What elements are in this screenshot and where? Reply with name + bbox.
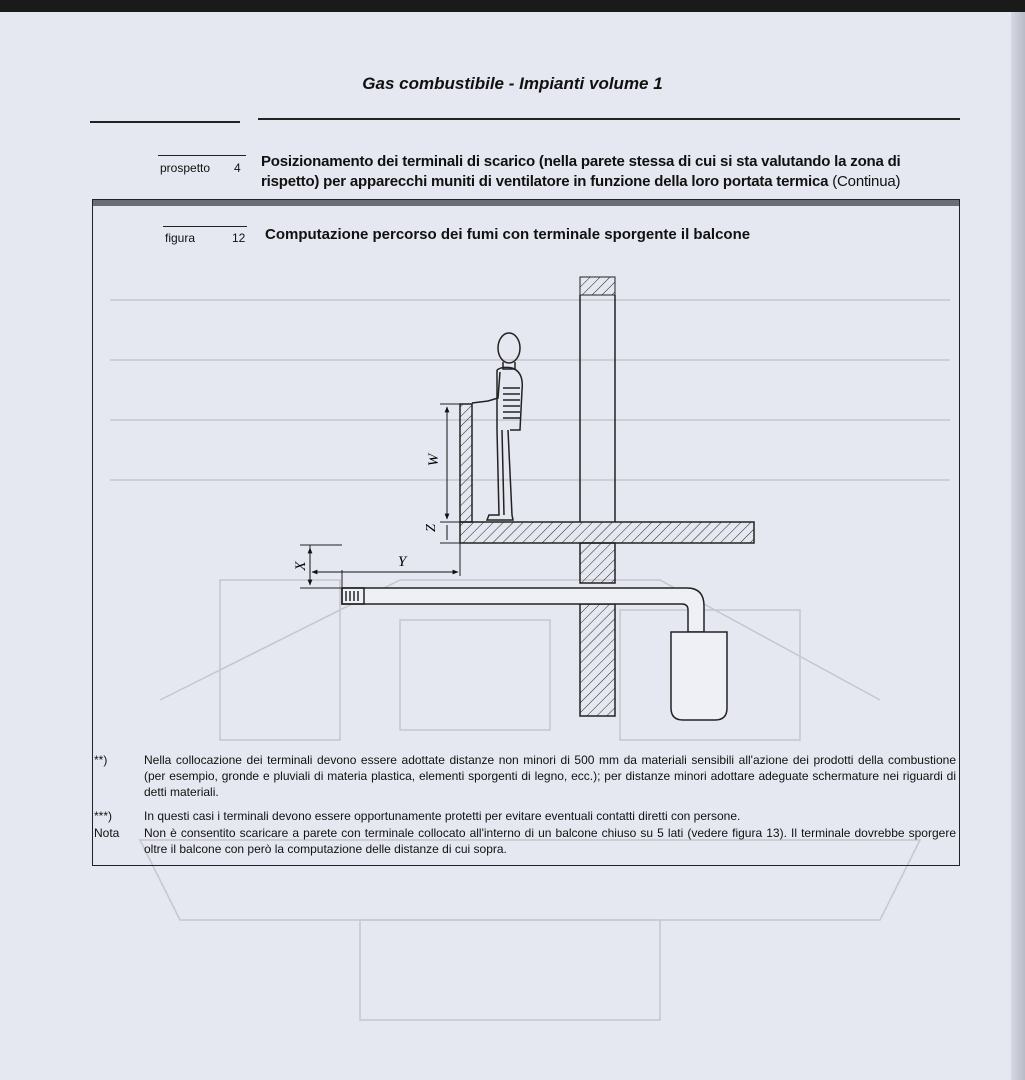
wall-upper	[580, 277, 615, 295]
figure-rule	[163, 226, 247, 227]
balcony-parapet	[460, 404, 472, 522]
prospetto-label: prospetto	[160, 161, 211, 175]
flue-pipe	[342, 588, 704, 632]
dim-w-label: W	[426, 453, 442, 467]
boiler	[671, 632, 727, 720]
balcony-slab	[460, 522, 754, 543]
prospetto-continued: (Continua)	[832, 173, 901, 190]
note-marker: **)	[94, 753, 108, 767]
dim-z-label: Z	[424, 524, 439, 532]
prospetto-number: 4	[234, 161, 241, 175]
header-rule-right	[258, 118, 960, 120]
note-text: In questi casi i terminali devono essere opportunamente protetti per evitare eventuali contatti diretti con persone.	[144, 809, 741, 823]
figure-number: 12	[232, 231, 246, 245]
note-text: Nella collocazione dei terminali devono essere adottate distanze non minori di 500 mm da materiali sensibili all'azione dei prodotti della combustione (per esempio, gronde e pluviali di materia plastica, elementi sporgenti di legno, ecc.); per distanze minori adottare adeguate schermature nei riguardi di detti materiali.	[144, 753, 956, 799]
note-marker: Nota	[94, 826, 120, 840]
flue-route-drawing	[290, 270, 760, 730]
prospetto-rule	[158, 155, 246, 156]
page-edge-shadow	[1011, 12, 1025, 1080]
figure-label: figura	[165, 231, 196, 245]
dim-x-label: X	[293, 561, 309, 571]
scan-top-border	[0, 0, 1025, 12]
note-text: Non è consentito scaricare a parete con terminale collocato all'interno di un balcone chiuso su 5 lati (vedere figura 13). Il terminale dovrebbe sporgere oltre il balcone con però la computazione delle distanze di cui sopra.	[144, 826, 956, 856]
wall-lower-b	[580, 604, 615, 716]
header-rule-left	[90, 121, 240, 123]
wall-lower-a	[580, 543, 615, 583]
dim-y-label: Y	[397, 554, 407, 570]
figure-title: Computazione percorso dei fumi con terminale sporgente il balcone	[265, 226, 751, 243]
prospetto-title	[261, 152, 961, 192]
prospetto-title-text: Posizionamento dei terminali di scarico (nella parete stessa di cui si sta valutando la zona di rispetto) per apparecchi muniti di ventilatore in funzione della loro portata termica	[261, 153, 901, 190]
person-figure	[472, 333, 522, 520]
note-marker: ***)	[94, 809, 113, 823]
page-header: Gas combustibile - Impianti volume 1	[362, 74, 663, 93]
